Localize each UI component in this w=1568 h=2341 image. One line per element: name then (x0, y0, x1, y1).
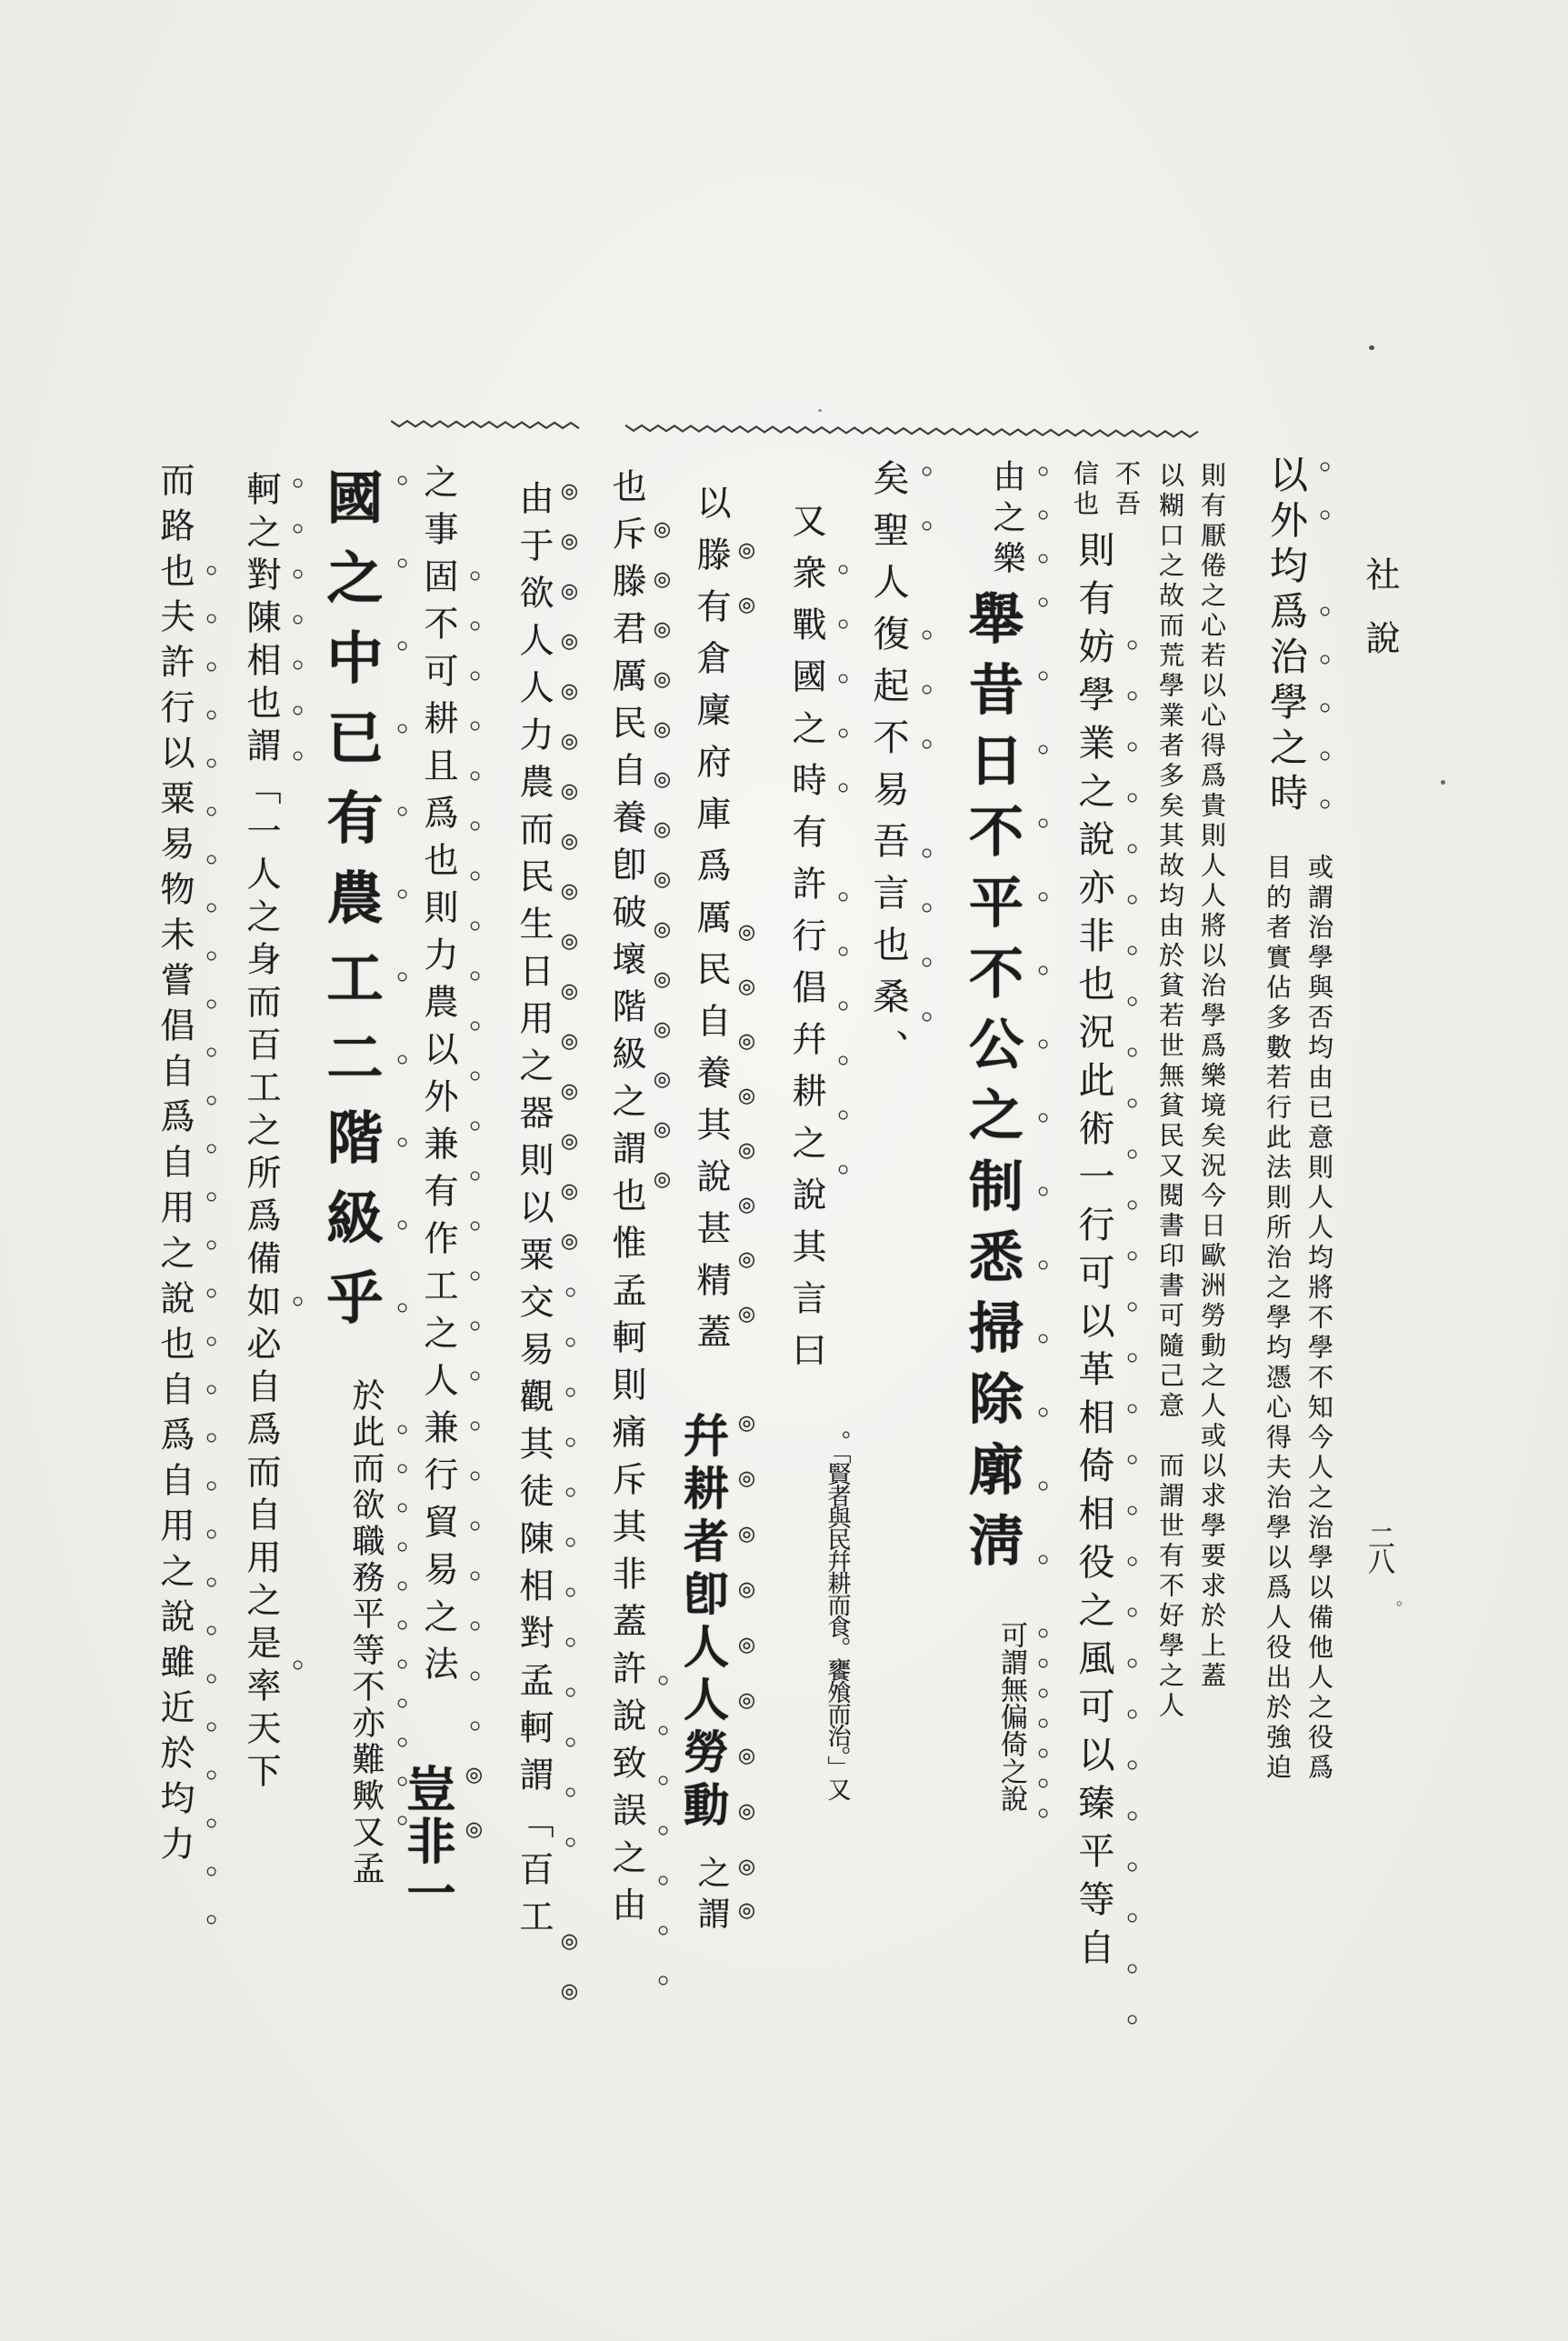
emphasis-marks: ○○○○○○○○○○○○○○○○○○○○○○○○○○○○ (1121, 531, 1144, 2058)
bold-text: 幷耕者卽人人勞動 (677, 1412, 728, 1834)
sub-column-right: 或謂治學與否均由已意則人人均將不學不知今人之治學以備他人之役爲 (1304, 854, 1333, 1784)
text-column-13 (149, 462, 223, 1956)
column-segment (984, 459, 1054, 590)
column-segment (508, 480, 582, 2030)
text-column-11-headline (309, 468, 414, 1926)
quote-text: 。「賢者與民幷耕而食。饔飧而治。」又 (824, 1430, 851, 1799)
column-text: 可謂無偏倚之說 (996, 1621, 1026, 1812)
column-segment (235, 471, 309, 1880)
ink-speck (1369, 345, 1374, 350)
column-text: 由之樂 (989, 459, 1025, 582)
quote-segment (821, 1430, 854, 1799)
headline-segment (953, 590, 1054, 1621)
text-column-1 (1258, 455, 1336, 1784)
column-text: 則有妨學業之說亦非也況此術一行可以革相倚相役之風可以臻平等自 (1074, 531, 1114, 1976)
text-column-5 (863, 459, 938, 1114)
bold-text: 豈非一 (400, 1764, 454, 1919)
sub-column-left: 信也 (1070, 460, 1098, 520)
emphasis-marks: ○○○○○○○ (1032, 1621, 1054, 1831)
ink-speck (1441, 780, 1445, 785)
double-sub-column (1065, 460, 1144, 520)
emphasis-marks: ◎◎ (464, 1764, 486, 1927)
emphasis-marks: ○○○○○○○○○○○○○○○○○○○○○○○○○○○○○ (200, 462, 223, 1956)
headline-text: 國之中已有農工二階級乎 (318, 468, 380, 1348)
page-number: 二八 (1363, 1524, 1393, 1571)
column-segment (689, 1856, 759, 1943)
page-number-period: 。 (1396, 1590, 1413, 1608)
emphasis-marks: ◎◎ (736, 1856, 759, 1943)
column-segment (601, 468, 674, 2018)
sub-column-left: 以糊口之故而荒學業者多矣其故均由於貧若世無貧民又閱書印書可隨己意 而謂世有不好學之人 (1155, 462, 1183, 1722)
section-title: 社說 (1360, 556, 1398, 684)
text-column-4-headline (953, 459, 1054, 1831)
emphasis-marks: ○○○○○○○○○○○ (391, 1378, 414, 1926)
text-column-9 (508, 480, 582, 2030)
column-segment (413, 464, 486, 1764)
headline-text: 舉昔日不平不公之制悉掃除廓淸 (962, 590, 1022, 1583)
emphasis-marks: ○○ ○○○ ○○○○ (915, 459, 938, 1114)
column-segment (781, 503, 854, 1430)
text-column-12 (235, 471, 309, 1880)
emphasis-marks: ◎◎◎◎◎◎◎◎◎◎◎◎◎◎◎◎○○○○○○○○○○○○ ◎◎ (559, 480, 582, 2030)
text-column-3 (1065, 460, 1144, 2058)
column-text: 由于欲人人力農而民生日用之器則以粟交易觀其徒陳相對孟軻謂「百工 (514, 480, 552, 1946)
ink-speck (818, 409, 822, 412)
text-column-7 (670, 485, 759, 1943)
emphasis-marks: ◎◎ ◎◎◎◎◎◎◎◎ (736, 485, 759, 1412)
column-segment (991, 1621, 1054, 1831)
column-text: 也斥滕君厲民自養卽破壞階級之謂也惟孟軻則痛斥其非蓋許說致誤之由 (606, 468, 644, 1934)
column-segment (149, 462, 223, 1956)
sub-column-left: 目的者實佔多數若行此法則所治之學均憑心得夫治學以爲人役出於強迫 (1263, 854, 1291, 1784)
wavy-divider (391, 414, 1200, 443)
text-column-8 (601, 468, 674, 2018)
column-segment (344, 1378, 414, 1926)
double-sub-column (1151, 462, 1229, 1722)
bold-segment (670, 1412, 759, 1856)
column-segment (1068, 531, 1144, 2058)
emphasis-marks: ◎◎◎◎◎◎◎◎ (736, 1412, 759, 1856)
column-text: 軻之對陳相也謂「一人之身而百工之所爲備如必自爲而自用之是率天下 (241, 471, 279, 1796)
column-text: 而路也夫許行以粟易物未嘗倡自爲自用之說也自爲自用之說雖近於均力 (155, 462, 193, 1871)
text-column-6 (781, 503, 854, 1799)
sub-column-right: 則有厭倦之心若以心得爲貴則人人將以治學爲樂境矣況今日歐洲勞動之人或以求學要求於上蓋 (1197, 462, 1225, 1692)
emphasis-marks: ○○○○○○○○○○○○○○ (1032, 590, 1054, 1621)
emphasis-marks: ○○ ○○○○○ (1313, 455, 1336, 840)
column-text: 以滕有倉廩府庫爲厲民自養其說甚精蓋 (691, 485, 729, 1366)
emphasis-marks: ○○○○○ ○○○○○○ (832, 503, 854, 1430)
column-text: 又衆戰國之時有許行倡幷耕之說其言曰 (786, 503, 824, 1384)
column-segment (863, 459, 938, 1114)
emphasis-marks: ○○○○○○○○○○○ (391, 468, 414, 1378)
emphasis-marks: ○○○○○○○ ○ ○ (286, 471, 309, 1880)
column-text: 矣聖人復起不易吾言也桑、 (868, 459, 909, 1081)
emphasis-marks: ◎◎◎◎◎◎◎◎◎◎◎◎◎◎ ○○○○○○○ (652, 468, 674, 2018)
column-text: 之謂 (694, 1856, 730, 1937)
emphasis-marks: ○○○ (1032, 459, 1054, 590)
column-text: 於此而欲職務平等不亦難歟又孟 (348, 1378, 385, 1887)
column-segment (1258, 455, 1336, 840)
sub-column-right: 不吾 (1112, 460, 1140, 520)
column-segment (685, 485, 759, 1412)
text-column-2 (1151, 462, 1229, 1722)
column-text: 之事固不可耕且爲也則力農以外兼有作工之人兼行貿易之法 (418, 464, 456, 1693)
double-sub-column (1258, 854, 1336, 1784)
column-text: 以外均爲治學之時 (1264, 455, 1306, 818)
emphasis-marks: ○○○○○○○○○○○○○○○○○○○○○○○○ (464, 464, 486, 1764)
headline-segment (309, 468, 414, 1378)
